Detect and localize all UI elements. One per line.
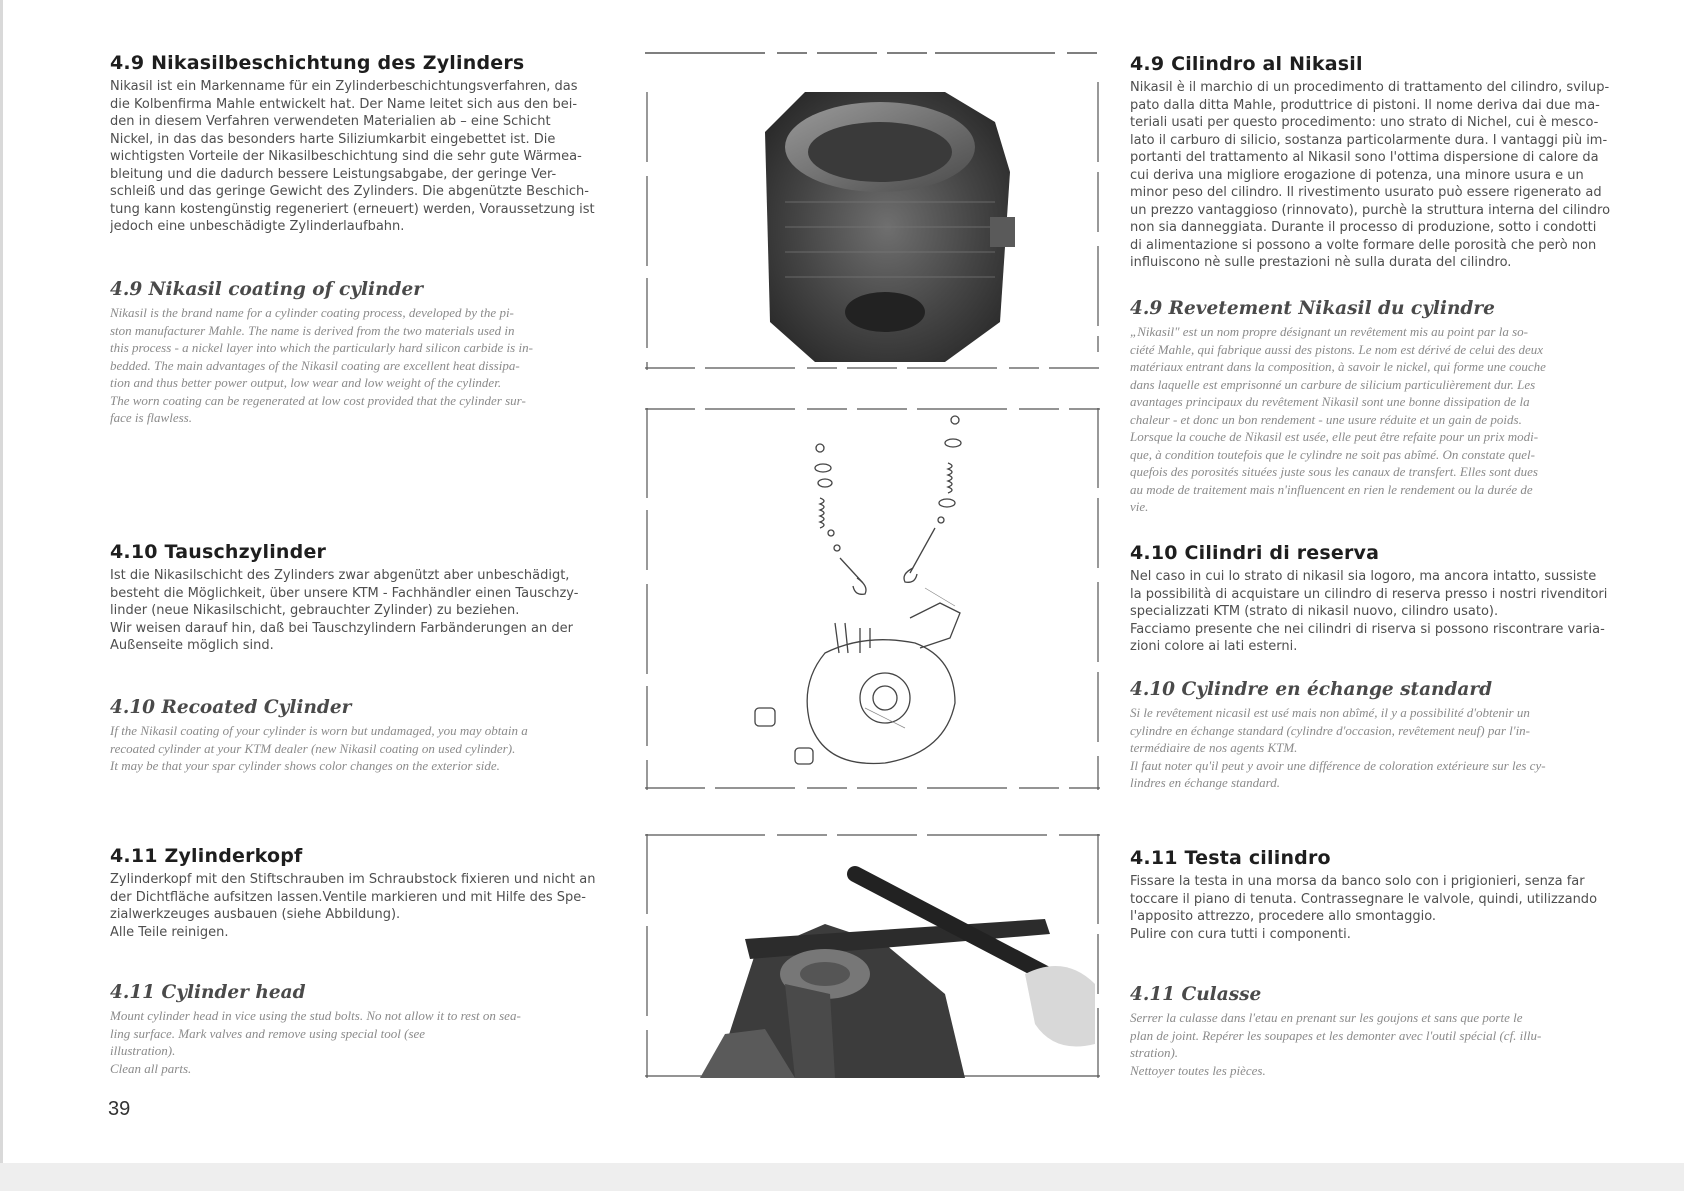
valve-diagram-image bbox=[645, 408, 1100, 790]
text-line: this process - a nickel layer into which the particularly hard silicon carbide is in- bbox=[110, 340, 533, 355]
heading-4-10-it: 4.10 Cilindri di reserva bbox=[1130, 542, 1380, 564]
page-left-edge bbox=[0, 0, 3, 1163]
body-4-9-en bbox=[110, 304, 616, 427]
text-line: pato dalla ditta Mahle, produttrice di pistoni. Il nome deriva dai due ma- bbox=[1130, 97, 1600, 113]
heading-4-11-fr: 4.11 Culasse bbox=[1130, 984, 1262, 1005]
text-line: bleitung und die dadurch bessere Leistungsabgabe, der geringe Ver- bbox=[110, 166, 557, 182]
text-line: cylindre en échange standard (cylindre d'occasion, revêtement neuf) par l'in- bbox=[1130, 722, 1531, 738]
text-line: linder (neue Nikasilschicht, gebrauchter Zylinder) zu beziehen. bbox=[110, 603, 520, 618]
text-line: portanti del trattamento al Nikasil sono l'ottima dispersione di calore da bbox=[1130, 150, 1599, 165]
text-line: Alle Teile reinigen. bbox=[110, 924, 229, 940]
text-line: Nikasil ist ein Markenname für ein Zylinderbeschichtungsverfahren, das bbox=[110, 79, 578, 94]
text-line: toccare il piano di tenuta. Contrassegnare le valvole, quindi, utilizzando bbox=[1130, 891, 1598, 907]
text-line: Lorsque la couche de Nikasil est usée, elle peut être refaite pour un prix modi- bbox=[1130, 429, 1539, 444]
text-line: „Nikasil" est un nom propre désignant un revêtement mis au point par la so- bbox=[1130, 324, 1528, 339]
text-line: lindres en échange standard. bbox=[1130, 775, 1280, 790]
figure-valve-tool bbox=[645, 834, 1100, 1078]
heading-4-9-fr: 4.9 Revetement Nikasil du cylindre bbox=[1130, 298, 1495, 319]
text-line: Nettoyer toutes les pièces. bbox=[1130, 1062, 1266, 1078]
section-4-10-de bbox=[110, 541, 616, 655]
text-line: If the Nikasil coating of your cylinder is worn but undamaged, you may obtain a bbox=[110, 723, 528, 738]
text-line: influiscono nè sulle prestazioni nè sulla durata del cilindro. bbox=[1130, 255, 1512, 270]
body-4-10-it bbox=[1130, 568, 1636, 656]
right-column bbox=[1130, 0, 1636, 1100]
text-line: recoated cylinder at your KTM dealer (new Nikasil coating on used cylinder). bbox=[110, 740, 516, 756]
text-line: que, à condition toutefois que le cylindre ne soit pas abîmé. On constate quel- bbox=[1130, 446, 1535, 462]
text-line: Il faut noter qu'il peut y avoir une différence de coloration extérieure sur les cy- bbox=[1130, 757, 1546, 773]
heading-4-10-fr: 4.10 Cylindre en échange standard bbox=[1130, 679, 1493, 700]
text-line: Nikasil è il marchio di un procedimento di trattamento del cilindro, svilup- bbox=[1130, 80, 1610, 95]
heading-4-9-en: 4.9 Nikasil coating of cylinder bbox=[110, 279, 423, 300]
heading-4-11-de: 4.11 Zylinderkopf bbox=[110, 845, 303, 867]
text-line: minor peso del cilindro. Il rivestimento usurato può essere rigenerato ad bbox=[1130, 185, 1602, 200]
text-line: tion and thus better power output, low wear and low weight of the cylinder. bbox=[110, 375, 502, 390]
text-line: tung kann kostengünstig regeneriert (erneuert) werden, Voraussetzung ist bbox=[110, 201, 595, 217]
text-line: Pulire con cura tutti i componenti. bbox=[1130, 926, 1351, 942]
section-4-11-de bbox=[110, 845, 616, 941]
text-line: Ist die Nikasilschicht des Zylinders zwar abgenützt aber unbeschädigt, bbox=[110, 568, 570, 583]
section-4-9-en bbox=[110, 279, 616, 427]
figure-valve-diagram bbox=[645, 408, 1100, 790]
text-line: di alimentazione si possono a volte formare delle porosità che però non bbox=[1130, 237, 1597, 253]
text-line: stration). bbox=[1130, 1045, 1179, 1060]
figure-cylinder bbox=[645, 52, 1100, 370]
text-line: Nickel, in das das besonders harte Siliziumkarbit eingebettet ist. Die bbox=[110, 131, 556, 147]
section-4-10-fr bbox=[1130, 679, 1636, 792]
text-line: Nel caso in cui lo strato di nikasil sia logoro, ma ancora intatto, sussiste bbox=[1130, 569, 1597, 584]
text-line: au mode de traitement mais n'influencent en rien le rendement ou la durée de bbox=[1130, 481, 1533, 497]
text-line: quefois des porosités situées juste sous les canaux de transfert. Elles sont dues bbox=[1130, 464, 1538, 479]
text-line: Serrer la culasse dans l'etau en prenant sur les goujons et sans que porte le bbox=[1130, 1010, 1523, 1025]
section-4-11-fr bbox=[1130, 984, 1636, 1079]
text-line: besteht die Möglichkeit, über unsere KTM - Fachhändler einen Tauschzy- bbox=[110, 585, 579, 601]
text-line: face is flawless. bbox=[110, 410, 192, 425]
body-4-9-de bbox=[110, 78, 616, 236]
text-line: illustration). bbox=[110, 1043, 176, 1058]
text-line: ling surface. Mark valves and remove using special tool (see bbox=[110, 1025, 426, 1041]
text-line: chaleur - et donc un bon rendement - une usure réduite et un gain de poids. bbox=[1130, 411, 1522, 427]
body-4-10-en bbox=[110, 722, 616, 775]
text-line: zialwerkzeuges ausbauen (siehe Abbildung). bbox=[110, 907, 401, 922]
section-4-10-it bbox=[1130, 542, 1636, 656]
text-line: plan de joint. Repérer les soupapes et les demonter avec l'outil spécial (cf. illu- bbox=[1130, 1027, 1542, 1043]
text-line: zioni colore ai lati esterni. bbox=[1130, 639, 1298, 654]
text-line: It may be that your spar cylinder shows color changes on the exterior side. bbox=[110, 758, 500, 773]
section-4-9-it bbox=[1130, 53, 1636, 272]
text-line: Nikasil is the brand name for a cylinder coating process, developed by the pi- bbox=[110, 305, 514, 320]
body-4-11-fr bbox=[1130, 1009, 1636, 1079]
text-line: Zylinderkopf mit den Stiftschrauben im Schraubstock fixieren und nicht an bbox=[110, 872, 596, 887]
text-line: Facciamo presente che nei cilindri di riserva si possono riscontrare varia- bbox=[1130, 621, 1605, 637]
section-4-9-fr bbox=[1130, 298, 1636, 516]
heading-4-11-en: 4.11 Cylinder head bbox=[110, 982, 306, 1003]
valve-tool-photo-image bbox=[645, 834, 1100, 1078]
body-4-11-it bbox=[1130, 873, 1636, 943]
text-line: lato il carburo di silicio, sostanza particolarmente dura. I vantaggi più im- bbox=[1130, 132, 1608, 148]
text-line: Außenseite möglich sind. bbox=[110, 638, 274, 653]
section-4-9-de bbox=[110, 52, 616, 236]
section-4-11-it bbox=[1130, 847, 1636, 943]
text-line: l'apposito attrezzo, procedere allo smontaggio. bbox=[1130, 909, 1437, 924]
text-line: un prezzo vantaggioso (rinnovato), purchè la struttura interna del cilindro bbox=[1130, 202, 1611, 218]
page-bottom-margin bbox=[0, 1163, 1684, 1191]
section-4-11-en bbox=[110, 982, 616, 1077]
section-4-10-en bbox=[110, 697, 616, 775]
text-line: Si le revêtement nicasil est usé mais non abîmé, il y a possibilité d'obtenir un bbox=[1130, 705, 1530, 720]
body-4-10-fr bbox=[1130, 704, 1636, 792]
heading-4-10-de: 4.10 Tauschzylinder bbox=[110, 541, 327, 563]
body-4-11-de bbox=[110, 871, 616, 941]
text-line: den in diesem Verfahren verwendeten Materialien ab – eine Schicht bbox=[110, 114, 551, 129]
text-line: specializzati KTM (strato di nikasil nuovo, cilindro usato). bbox=[1130, 604, 1499, 619]
text-line: Fissare la testa in una morsa da banco solo con i prigionieri, senza far bbox=[1130, 874, 1585, 889]
text-line: Wir weisen darauf hin, daß bei Tauschzylindern Farbänderungen an der bbox=[110, 620, 573, 636]
text-line: wichtigsten Vorteile der Nikasilbeschichtung sind die sehr gute Wärmea- bbox=[110, 149, 582, 164]
text-line: Clean all parts. bbox=[110, 1060, 192, 1076]
text-line: Mount cylinder head in vice using the stud bolts. No not allow it to rest on sea- bbox=[110, 1008, 521, 1023]
text-line: die Kolbenfirma Mahle entwickelt hat. Der Name leitet sich aus den bei- bbox=[110, 96, 578, 112]
page-number: 39 bbox=[108, 1098, 131, 1120]
heading-4-9-it: 4.9 Cilindro al Nikasil bbox=[1130, 53, 1363, 75]
text-line: non sia danneggiata. Durante il processo di produzione, sotto i condotti bbox=[1130, 220, 1597, 235]
text-line: vie. bbox=[1130, 499, 1149, 514]
body-4-10-de bbox=[110, 567, 616, 655]
text-line: der Dichtfläche aufsitzen lassen.Ventile markieren und mit Hilfe des Spe- bbox=[110, 889, 586, 905]
body-4-9-it bbox=[1130, 79, 1636, 272]
text-line: jedoch eine unbeschädigte Zylinderlaufbahn. bbox=[110, 219, 405, 234]
text-line: teriali usati per questo procedimento: uno strato di Nichel, cui è mesco- bbox=[1130, 115, 1599, 130]
text-line: dans laquelle est emprisonné un carbure de silicium particulièrement dur. Les bbox=[1130, 376, 1536, 392]
text-line: bedded. The main advantages of the Nikasil coating are excellent heat dissipa- bbox=[110, 357, 520, 373]
text-line: The worn coating can be regenerated at low cost provided that the cylinder sur- bbox=[110, 392, 526, 408]
text-line: ston manufacturer Mahle. The name is derived from the two materials used in bbox=[110, 322, 515, 338]
body-4-9-fr bbox=[1130, 323, 1636, 516]
heading-4-10-en: 4.10 Recoated Cylinder bbox=[110, 697, 352, 718]
text-line: schleiß und das geringe Gewicht des Zylinders. Die abgenützte Beschich- bbox=[110, 184, 589, 199]
body-4-11-en bbox=[110, 1007, 616, 1077]
text-line: cui deriva una migliore erogazione di potenza, una minore usura e un bbox=[1130, 167, 1584, 183]
text-line: ciété Mahle, qui fabrique aussi des pistons. Le nom est dérivé de celui des deux bbox=[1130, 341, 1544, 357]
heading-4-9-de: 4.9 Nikasilbeschichtung des Zylinders bbox=[110, 52, 525, 74]
text-line: matériaux entrant dans la composition, à savoir le nickel, qui forme une couche bbox=[1130, 359, 1546, 374]
text-line: termédiaire de nos agents KTM. bbox=[1130, 740, 1298, 755]
left-column bbox=[110, 0, 616, 1100]
cylinder-photo-image bbox=[645, 52, 1100, 370]
text-line: avantages principaux du revêtement Nikasil sont une bonne dissipation de la bbox=[1130, 394, 1530, 409]
text-line: la possibilità di acquistare un cilindro di reserva presso i nostri rivenditori bbox=[1130, 586, 1608, 602]
heading-4-11-it: 4.11 Testa cilindro bbox=[1130, 847, 1331, 869]
